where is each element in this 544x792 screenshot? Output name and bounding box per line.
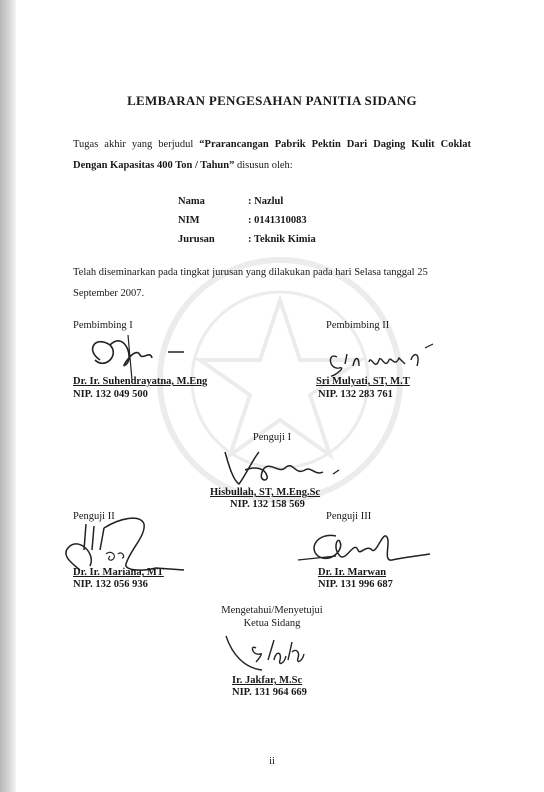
penguji2-name: Dr. Ir. Mariana, MT [73, 567, 164, 578]
page-binding-edge [0, 0, 16, 792]
field-label-nama: Nama [178, 196, 205, 207]
pembimbing2-role: Pembimbing II [326, 320, 390, 331]
document-title: LEMBARAN PENGESAHAN PANITIA SIDANG [127, 93, 417, 108]
pembimbing2-name: Sri Mulyati, ST, M.T [316, 376, 410, 387]
penguji3-nip: NIP. 131 996 687 [318, 579, 393, 590]
penguji3-name: Dr. Ir. Marwan [318, 567, 387, 578]
penguji1-signature [215, 446, 365, 490]
penguji1-nip: NIP. 132 158 569 [230, 499, 305, 510]
thesis-title: “Prarancangan Pabrik Pektin Dari Daging Kulit Coklat Dengan Kapasitas 400 Ton / Tahun” [73, 139, 471, 171]
ketua-name: Ir. Jakfar, M.Sc [232, 675, 303, 686]
penguji3-signature [296, 526, 436, 570]
pembimbing1-nip: NIP. 132 049 500 [73, 389, 148, 400]
field-value-nama: : Nazlul [248, 196, 284, 207]
seminar-paragraph: Telah diseminarkan pada tingkat jurusan yang dilakukan pada hari Selasa tanggal 25 September 2007. [73, 267, 428, 299]
page-number: ii [269, 756, 275, 767]
pembimbing2-signature [325, 342, 445, 380]
penguji1-name: Hisbullah, ST, M.Eng.Sc [210, 487, 321, 498]
ketua-role: Ketua Sidang [243, 618, 301, 629]
pembimbing1-signature [80, 330, 200, 380]
intro-lead: Tugas akhir yang berjudul [73, 139, 200, 150]
field-label-jurusan: Jurusan [178, 234, 215, 245]
ketua-nip: NIP. 131 964 669 [232, 687, 307, 698]
field-value-jurusan: : Teknik Kimia [248, 234, 316, 245]
penguji3-role: Penguji III [326, 511, 372, 522]
ketua-signature [222, 630, 312, 678]
penguji1-role: Penguji I [252, 432, 292, 443]
pembimbing2-nip: NIP. 132 283 761 [318, 389, 393, 400]
field-label-nim: NIM [178, 215, 200, 226]
approval-label: Mengetahui/Menyetujui [221, 605, 323, 616]
penguji2-nip: NIP. 132 056 936 [73, 579, 148, 590]
pembimbing1-role: Pembimbing I [73, 320, 133, 331]
field-value-nim: : 0141310083 [248, 215, 307, 226]
penguji2-role: Penguji II [73, 511, 115, 522]
pembimbing1-name: Dr. Ir. Suhendrayatna, M.Eng [73, 376, 208, 387]
intro-tail: disusun oleh: [234, 160, 293, 171]
intro-paragraph [73, 134, 471, 176]
